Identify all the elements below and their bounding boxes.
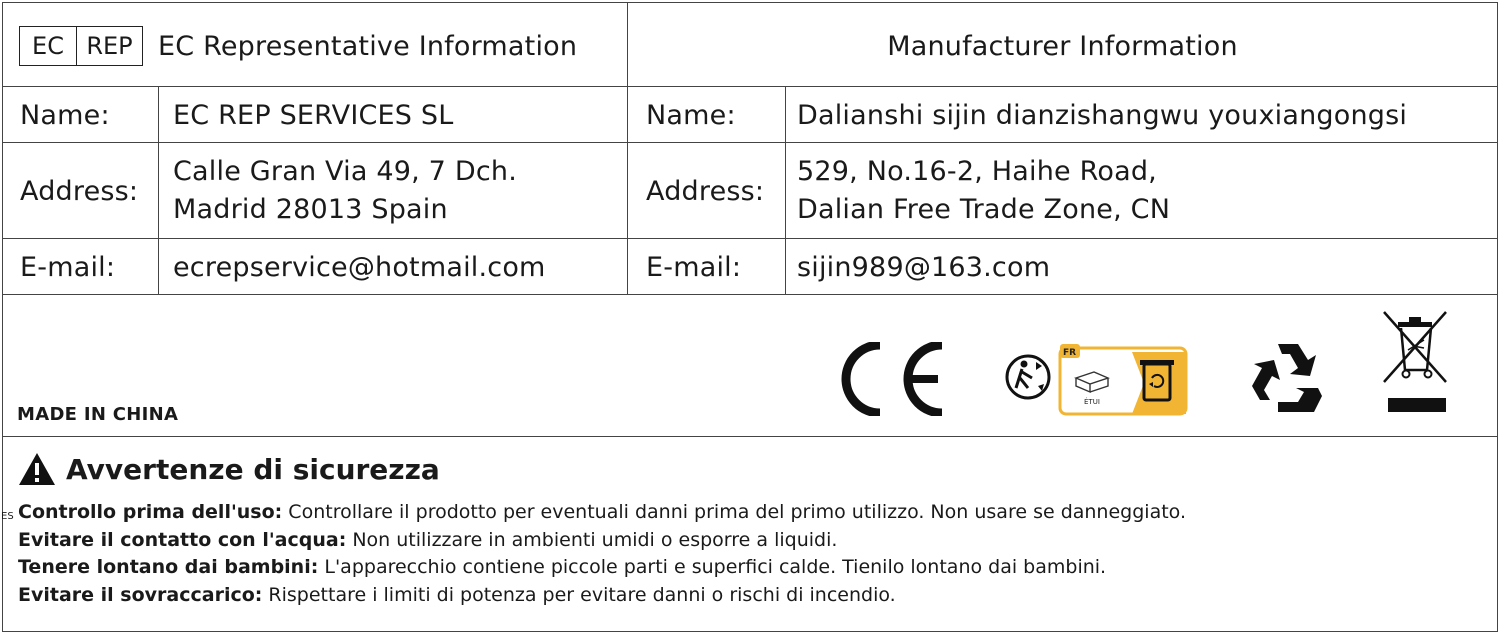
ec-email-value: ecrepservice@hotmail.com xyxy=(173,251,546,283)
divider xyxy=(2,238,1498,239)
safety-item-label: Evitare il sovraccarico: xyxy=(18,583,263,606)
safety-item-text: Non utilizzare in ambienti umidi o esporre a liquidi. xyxy=(346,528,838,551)
mfr-name-value: Dalianshi sijin dianzishangwu youxiangongsi xyxy=(797,99,1408,131)
safety-item-text: Controllare il prodotto per eventuali danni prima del primo utilizzo. Non usare se danneggiato. xyxy=(282,501,1186,523)
safety-item xyxy=(18,527,1186,555)
triman-icon xyxy=(1002,342,1192,418)
triman-country: FR xyxy=(1063,348,1077,358)
ec-address-line2: Madrid 28013 Spain xyxy=(173,194,448,225)
safety-item-label: Controllo prima dell'uso: xyxy=(18,501,283,523)
mfr-name-label: Name: xyxy=(646,99,736,131)
safety-item-label: Tenere lontano dai bambini: xyxy=(18,556,319,578)
ec-section-title: EC Representative Information xyxy=(158,30,578,62)
safety-item-text: Rispettare i limiti di potenza per evitare danni o rischi di incendio. xyxy=(262,583,896,606)
triman-item: ÉTUI xyxy=(1084,398,1100,406)
divider xyxy=(2,294,1498,295)
mfr-address-line2: Dalian Free Trade Zone, CN xyxy=(797,194,1171,225)
divider xyxy=(2,436,1498,437)
safety-item xyxy=(18,582,1186,610)
divider xyxy=(2,86,1498,87)
recycle-icon xyxy=(1248,340,1328,416)
rep-badge-label: REP xyxy=(86,32,133,60)
safety-title xyxy=(18,452,440,486)
ec-address-value xyxy=(173,144,517,238)
manufacturer-section-title: Manufacturer Information xyxy=(887,30,1238,62)
safety-list xyxy=(18,499,1186,609)
safety-item-label: Evitare il contatto con l'acqua: xyxy=(18,528,347,551)
origin-label: MADE IN CHINA xyxy=(17,404,179,425)
safety-item-text: L'apparecchio contiene piccole parti e superfici calde. Tienilo lontano dai bambini. xyxy=(318,556,1107,578)
divider xyxy=(158,86,159,294)
safety-item xyxy=(18,499,1186,527)
safety-item xyxy=(18,554,1186,582)
mfr-address-line1: 529, No.16-2, Haihe Road, xyxy=(797,156,1157,187)
ec-badge-label: EC xyxy=(20,27,77,65)
divider xyxy=(2,142,1498,143)
ec-rep-badge xyxy=(19,26,143,66)
mfr-email-value: sijin989@163.com xyxy=(797,251,1051,283)
ec-email-label: E-mail: xyxy=(20,251,116,283)
ec-name-value: EC REP SERVICES SL xyxy=(173,99,454,131)
ec-address-line1: Calle Gran Via 49, 7 Dch. xyxy=(173,156,517,187)
mfr-email-label: E-mail: xyxy=(646,251,742,283)
mfr-address-label: Address: xyxy=(646,175,765,207)
safety-title-text: Avvertenze di sicurezza xyxy=(66,452,440,486)
mfr-address-value xyxy=(797,144,1170,238)
ec-name-label: Name: xyxy=(20,99,110,131)
warning-triangle-icon xyxy=(18,452,56,486)
weee-crossed-bin-icon xyxy=(1380,310,1452,414)
divider xyxy=(785,86,786,294)
ce-mark-icon xyxy=(840,342,948,416)
es-mark: ES xyxy=(1,511,14,522)
ec-address-label: Address: xyxy=(20,175,139,207)
